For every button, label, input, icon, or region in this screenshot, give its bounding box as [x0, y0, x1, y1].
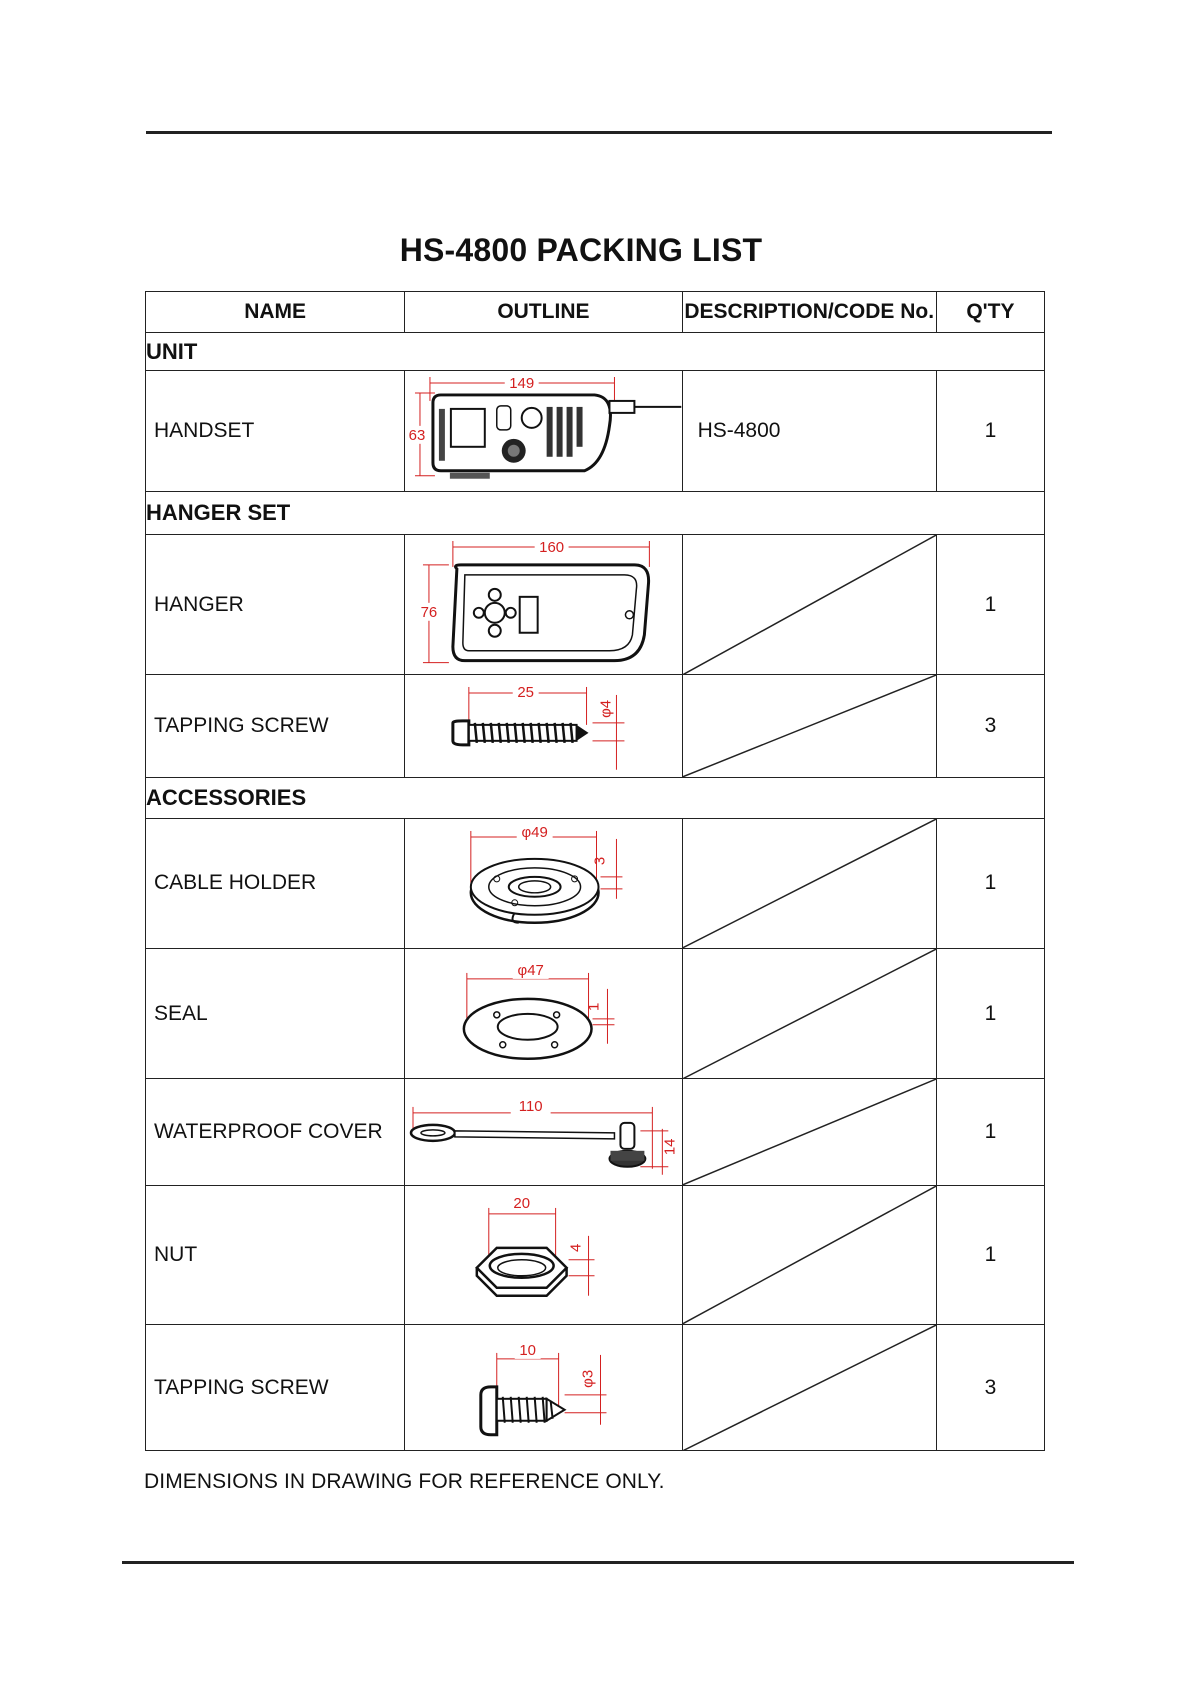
column-header-description: DESCRIPTION/CODE No.: [682, 292, 936, 333]
item-description: [682, 371, 936, 492]
outline-drawing-tapping-screw: [405, 1324, 682, 1451]
waterproof-cover-drawing: [405, 1079, 681, 1185]
tapping-screw-small-drawing: [405, 1325, 681, 1451]
empty-diagonal: [683, 1325, 936, 1451]
page-title: HS-4800 PACKING LIST: [399, 232, 763, 268]
table-row-handset: [146, 371, 1045, 492]
table-row-tapping-screw: [146, 675, 1045, 778]
cable-holder-drawing: [405, 819, 681, 948]
table-row-cable-holder: [146, 819, 1045, 949]
tapping-screw-drawing: [405, 675, 681, 777]
item-name: TAPPING SCREW: [146, 1324, 405, 1451]
handset-drawing: [405, 371, 681, 491]
item-qty: 1: [936, 948, 1044, 1079]
dim-label: 10: [519, 1341, 537, 1359]
column-header-outline: OUTLINE: [405, 292, 682, 333]
outline-drawing-tapping-screw: [405, 675, 682, 778]
item-description: [682, 1324, 936, 1451]
empty-diagonal: [683, 819, 936, 948]
dim-label: φ3: [579, 1369, 597, 1388]
empty-diagonal: [683, 1079, 936, 1185]
dim-label: 3: [591, 856, 609, 866]
item-code: HS-4800: [697, 418, 781, 442]
outline-drawing-hanger: [405, 534, 682, 675]
category-label: HANGER SET: [146, 491, 1045, 534]
empty-diagonal: [683, 675, 936, 777]
item-description: [682, 534, 936, 675]
table-row-tapping-screw: [146, 1324, 1045, 1451]
category-row-unit: [146, 333, 1045, 371]
packing-list-table: [145, 291, 1045, 1451]
item-name: HANDSET: [146, 371, 405, 492]
item-qty: 1: [936, 534, 1044, 675]
item-description: [682, 948, 936, 1079]
item-qty: 1: [936, 819, 1044, 949]
item-name: HANGER: [146, 534, 405, 675]
category-label: UNIT: [146, 333, 1045, 371]
item-description: [682, 1186, 936, 1325]
outline-drawing-handset: [405, 371, 682, 492]
empty-diagonal: [683, 1186, 936, 1324]
item-name: CABLE HOLDER: [146, 819, 405, 949]
outline-drawing-cable-holder: [405, 819, 682, 949]
item-name: WATERPROOF COVER: [146, 1079, 405, 1186]
column-header-name: NAME: [146, 292, 405, 333]
dim-label: 149: [509, 374, 535, 392]
item-qty: 1: [936, 1186, 1044, 1325]
outline-drawing-nut: [405, 1186, 682, 1325]
table-header-row: [146, 292, 1045, 333]
item-qty: 1: [936, 1079, 1044, 1186]
header-rule: [146, 131, 1052, 134]
dim-label: 1: [585, 1002, 603, 1011]
seal-drawing: [405, 949, 681, 1079]
dimensions-footnote: DIMENSIONS IN DRAWING FOR REFERENCE ONLY.: [144, 1470, 665, 1493]
item-description: [682, 1079, 936, 1186]
table-row-hanger: [146, 534, 1045, 675]
item-name: SEAL: [146, 948, 405, 1079]
table-row-seal: [146, 948, 1045, 1079]
column-header-qty: Q'TY: [936, 292, 1044, 333]
item-qty: 3: [936, 675, 1044, 778]
category-label: ACCESSORIES: [146, 778, 1045, 819]
item-name: NUT: [146, 1186, 405, 1325]
dim-label: φ4: [597, 700, 615, 719]
dim-label: φ47: [517, 961, 545, 979]
item-qty: 3: [936, 1324, 1044, 1451]
empty-diagonal: [683, 949, 936, 1079]
item-description: [682, 819, 936, 949]
dim-label: 20: [513, 1195, 531, 1213]
table-row-nut: [146, 1186, 1045, 1325]
category-row-accessories: [146, 778, 1045, 819]
nut-drawing: [405, 1186, 681, 1324]
empty-diagonal: [683, 535, 936, 675]
table-row-waterproof-cover: [146, 1079, 1045, 1186]
dim-label: 63: [408, 426, 426, 444]
item-qty: 1: [936, 371, 1044, 492]
dim-label: 25: [517, 684, 535, 702]
hanger-drawing: [405, 535, 681, 675]
item-description: [682, 675, 936, 778]
outline-drawing-seal: [405, 948, 682, 1079]
outline-drawing-waterproof-cover: [405, 1079, 682, 1186]
footer-rule: [122, 1561, 1074, 1564]
dim-label: 4: [567, 1243, 585, 1253]
dim-label: 76: [420, 603, 438, 621]
dim-label: 14: [661, 1138, 679, 1156]
item-name: TAPPING SCREW: [146, 675, 405, 778]
dim-label: 160: [539, 538, 565, 556]
category-row-hanger-set: [146, 491, 1045, 534]
dim-label: 110: [519, 1098, 543, 1116]
dim-label: φ49: [521, 824, 549, 842]
